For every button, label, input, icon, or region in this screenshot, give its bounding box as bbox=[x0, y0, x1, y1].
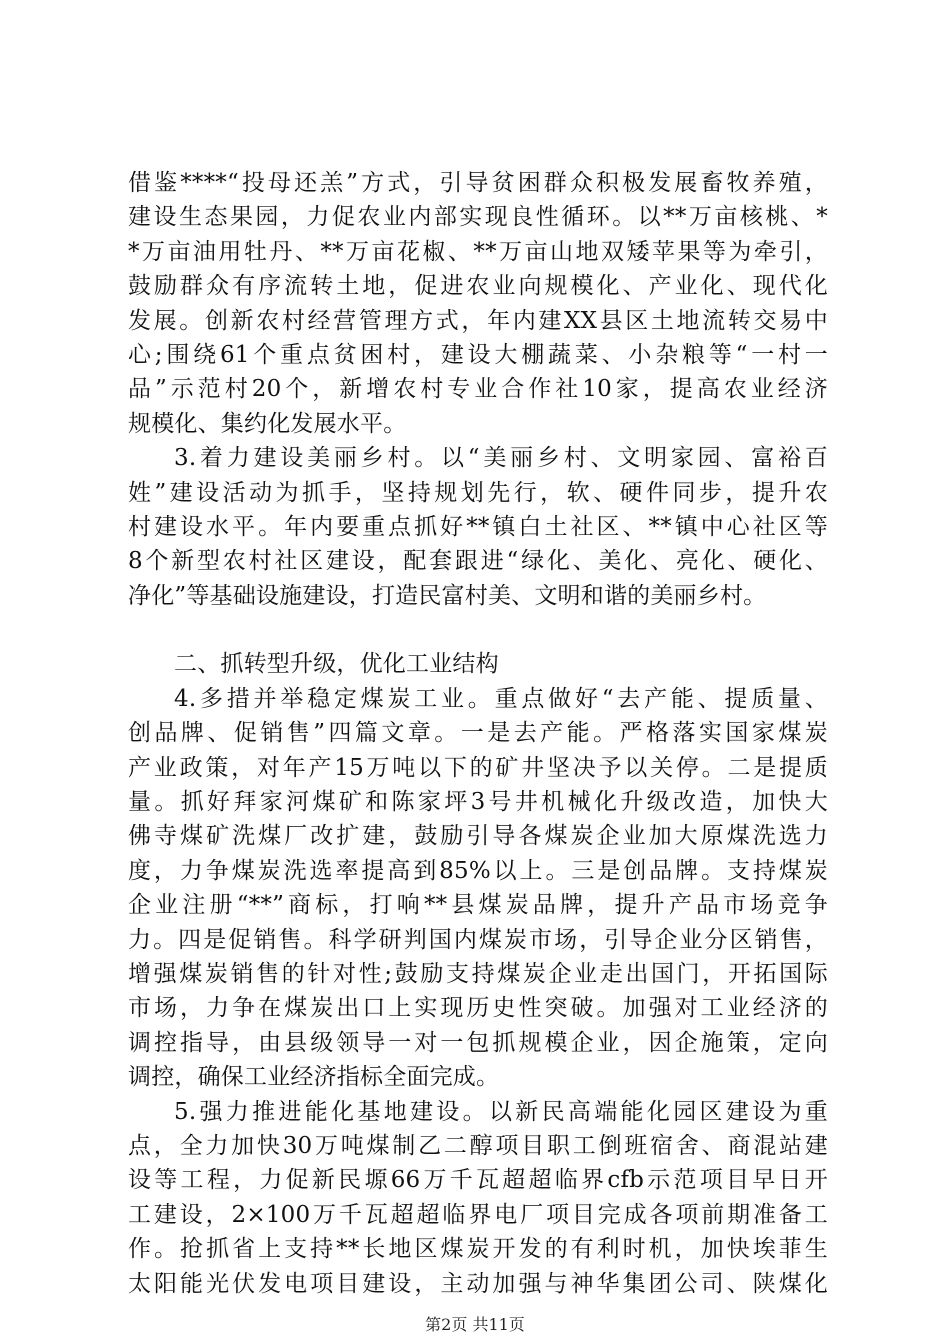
text-line: 度，力争煤炭洗选率提高到85%以上。三是创品牌。支持煤炭 bbox=[128, 857, 828, 884]
text-line: 5.强力推进能化基地建设。以新民高端能化园区建设为重 bbox=[174, 1098, 828, 1125]
text-line: 借鉴****“投母还羔”方式，引导贫困群众积极发展畜牧养殖， bbox=[128, 170, 828, 196]
text-line: 3.着力建设美丽乡村。以“美丽乡村、文明家园、富裕百 bbox=[174, 445, 828, 472]
text-line: 4.多措并举稳定煤炭工业。重点做好“去产能、提质量、 bbox=[174, 685, 828, 712]
text-line: 佛寺煤矿洗煤厂改扩建，鼓励引导各煤炭企业加大原煤洗选力 bbox=[128, 823, 828, 850]
text-line: 发展。创新农村经营管理方式，年内建XX县区土地流转交易中 bbox=[128, 307, 828, 334]
text-line: 品”示范村20个，新增农村专业合作社10家，提高农业经济 bbox=[128, 376, 828, 403]
text-line: 建设生态果园，力促农业内部实现良性循环。以**万亩核桃、* bbox=[128, 204, 828, 231]
text-line: 作。抢抓省上支持**长地区煤炭开发的有利时机，加快埃菲生 bbox=[128, 1236, 828, 1263]
document-body bbox=[128, 166, 828, 1301]
text-line: 创品牌、促销售”四篇文章。一是去产能。严格落实国家煤炭 bbox=[128, 720, 828, 747]
paragraph-gap bbox=[128, 613, 828, 647]
text-line: *万亩油用牡丹、**万亩花椒、**万亩山地双矮苹果等为牵引， bbox=[128, 238, 828, 265]
text-line: 点，全力加快30万吨煤制乙二醇项目职工倒班宿舍、商混站建 bbox=[128, 1132, 828, 1159]
text-line: 企业注册“**”商标，打响**县煤炭品牌，提升产品市场竞争 bbox=[128, 892, 828, 919]
text-line: 村建设水平。年内要重点抓好**镇白土社区、**镇中心社区等 bbox=[128, 513, 828, 540]
text-line: 心;围绕61个重点贫困村，建设大棚蔬菜、小杂粮等“一村一 bbox=[128, 341, 828, 368]
text-line: 工建设，2×100万千瓦超超临界电厂项目完成各项前期准备工 bbox=[128, 1201, 828, 1228]
text-line: 规模化、集约化发展水平。 bbox=[128, 410, 407, 437]
page-footer: 第2页 共11页 bbox=[425, 1315, 525, 1334]
text-line: 市场，力争在煤炭出口上实现历史性突破。加强对工业经济的 bbox=[128, 995, 828, 1022]
text-line: 力。四是促销售。科学研判国内煤炭市场，引导企业分区销售， bbox=[128, 926, 828, 953]
text-line: 太阳能光伏发电项目建设，主动加强与神华集团公司、陕煤化 bbox=[128, 1270, 828, 1297]
text-line: 8个新型农村社区建设，配套跟进“绿化、美化、亮化、硬化、 bbox=[128, 548, 828, 575]
text-line: 设等工程，力促新民塬66万千瓦超超临界cfb示范项目早日开 bbox=[128, 1167, 828, 1194]
text-line: 净化”等基础设施建设，打造民富村美、文明和谐的美丽乡村。 bbox=[128, 582, 767, 609]
text-line: 增强煤炭销售的针对性;鼓励支持煤炭企业走出国门，开拓国际 bbox=[128, 960, 828, 987]
text-line: 量。抓好拜家河煤矿和陈家坪3号井机械化升级改造，加快大 bbox=[128, 789, 828, 816]
text-line: 鼓励群众有序流转土地，促进农业向规模化、产业化、现代化 bbox=[128, 273, 828, 300]
text-line: 二、抓转型升级，优化工业结构 bbox=[174, 651, 499, 678]
text-line: 姓”建设活动为抓手，坚持规划先行，软、硬件同步，提升农 bbox=[128, 479, 828, 506]
text-line: 调控，确保工业经济指标全面完成。 bbox=[128, 1064, 500, 1091]
text-line: 调控指导，由县级领导一对一包抓规模企业，因企施策，定向 bbox=[128, 1029, 828, 1056]
text-line: 产业政策，对年产15万吨以下的矿井坚决予以关停。二是提质 bbox=[128, 754, 828, 781]
